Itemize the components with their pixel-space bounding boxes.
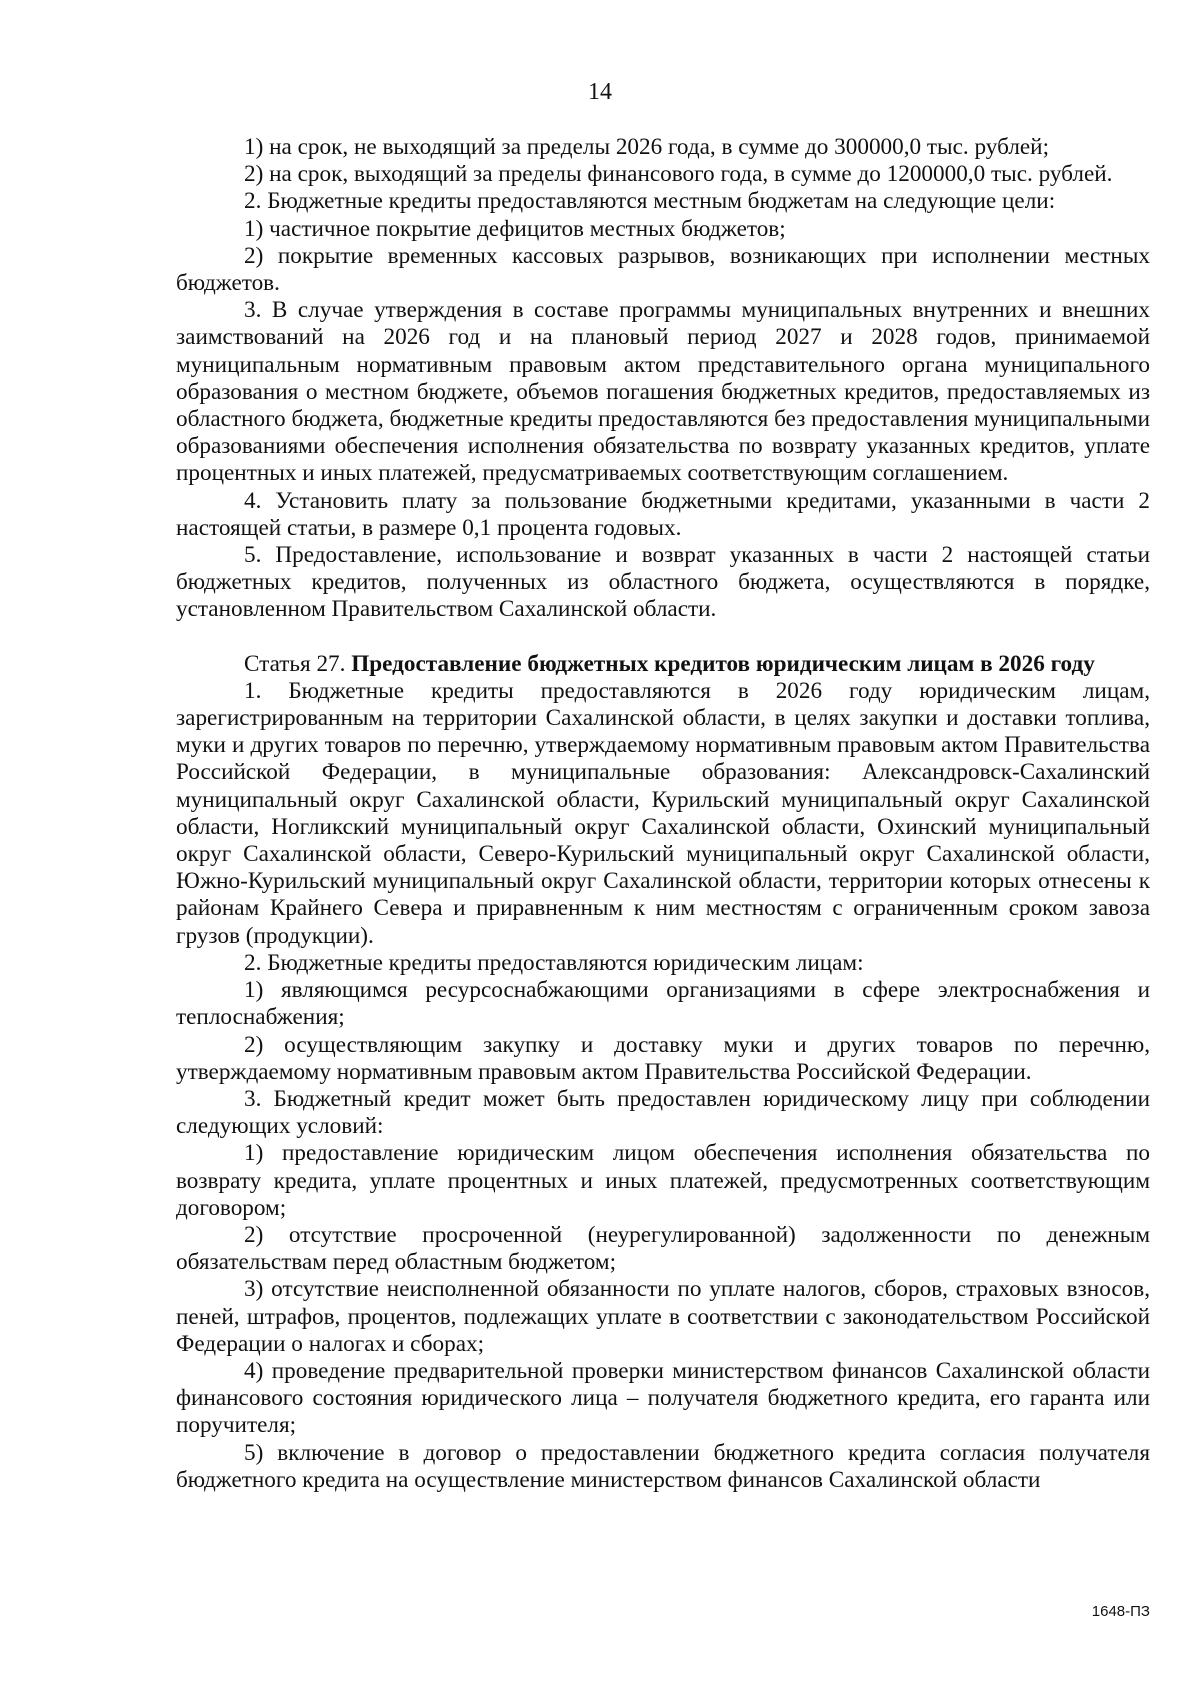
paragraph: 1) на срок, не выходящий за пределы 2026 года, в сумме до 300000,0 тыс. рублей; (244, 134, 1050, 160)
article-heading (176, 651, 1150, 678)
paragraph: 4. Установить плату за пользование бюджетными кредитами, указанными в части 2 настоящей статьи, в размере 0,1 процента годовых. (176, 487, 1150, 541)
paragraph: 1) частичное покрытие дефицитов местных бюджетов; (244, 215, 786, 242)
paragraph: 2) осуществляющим закупку и доставку муки и других товаров по перечню, утверждаемому нормативным правовым актом Правительства Российской Федерации. (176, 1031, 1150, 1085)
paragraph: 2. Бюджетные кредиты предоставляются местным бюджетам на следующие цели: (244, 188, 1056, 215)
paragraph: 5. Предоставление, использование и возврат указанных в части 2 настоящей статьи бюджетных кредитов, полученных из областного бюджета, осуществляются в порядке, установленном Правительством Сахалинской области. (176, 542, 1150, 623)
paragraph: 5) включение в договор о предоставлении бюджетного кредита согласия получателя бюджетного кредита на осуществление министерством финансов Сахалинской области (176, 1439, 1150, 1493)
paragraph: 2) покрытие временных кассовых разрывов, возникающих при исполнении местных бюджетов. (176, 242, 1150, 297)
paragraph: 2) отсутствие просроченной (неурегулированной) задолженности по денежным обязательствам перед областным бюджетом; (176, 1221, 1150, 1276)
article-prefix: Статья 27. (244, 650, 352, 677)
paragraph: 1) предоставление юридическим лицом обеспечения исполнения обязательства по возврату кредита, уплате процентных и иных платежей, предусмотренных соответствующим договором; (176, 1140, 1150, 1221)
paragraph: 4) проведение предварительной проверки министерством финансов Сахалинской области финансового состояния юридического лица – получателя бюджетного кредита, его гаранта или поручителя; (176, 1357, 1150, 1439)
article-title: Предоставление бюджетных кредитов юридическим лицам в 2026 году (351, 650, 1095, 677)
paragraph: 3) отсутствие неисполненной обязанности по уплате налогов, сборов, страховых взносов, пеней, штрафов, процентов, подлежащих уплате в соответствии с законодательством Российской Федерации о налогах и сборах; (176, 1276, 1150, 1357)
paragraph: 2) на срок, выходящий за пределы финансового года, в сумме до 1200000,0 тыс. рублей. (244, 161, 1113, 188)
document-code: 1648-ПЗ (1091, 1603, 1150, 1620)
paragraph: 1. Бюджетные кредиты предоставляются в 2026 году юридическим лицам, зарегистрированным на территории Сахалинской области, в целях закупки и доставки топлива, муки и других товаров по перечню, утверждаемому нормативным правовым актом Правительства Российской Федерации, в муниципальные образования: Александровск-Сахалинский муниципальный округ Сахалинской области, Курильский муниципальный округ Сахалинской области, Ногликский муниципальный округ Сахалинской области, Охинский муниципальный округ Сахалинской области, Северо-Курильский муниципальный округ Сахалинской области, Южно-Курильский муниципальный округ Сахалинской области, территории которых отнесены к районам Крайнего Севера и приравненным к ним местностям с ограниченным сроком завоза грузов (продукции). (176, 677, 1150, 949)
document-body (176, 134, 1150, 1494)
paragraph: 3. В случае утверждения в составе программы муниципальных внутренних и внешних заимствований на 2026 год и на плановый период 2027 и 2028 годов, принимаемой муниципальным нормативным правовым актом представительного органа муниципального образования о местном бюджете, объемов погашения бюджетных кредитов, предоставляемых из областного бюджета, бюджетные кредиты предоставляются без предоставления муниципальными образованиями обеспечения исполнения обязательства по возврату указанных кредитов, уплате процентных и иных платежей, предусматриваемых соответствующим соглашением. (176, 297, 1150, 487)
paragraph: 1) являющимся ресурсоснабжающими организациями в сфере электроснабжения и теплоснабжения; (176, 977, 1150, 1031)
paragraph: 3. Бюджетный кредит может быть предоставлен юридическому лицу при соблюдении следующих условий: (176, 1085, 1150, 1140)
paragraph: 2. Бюджетные кредиты предоставляются юридическим лицам: (244, 949, 864, 976)
page-number: 14 (588, 79, 612, 105)
